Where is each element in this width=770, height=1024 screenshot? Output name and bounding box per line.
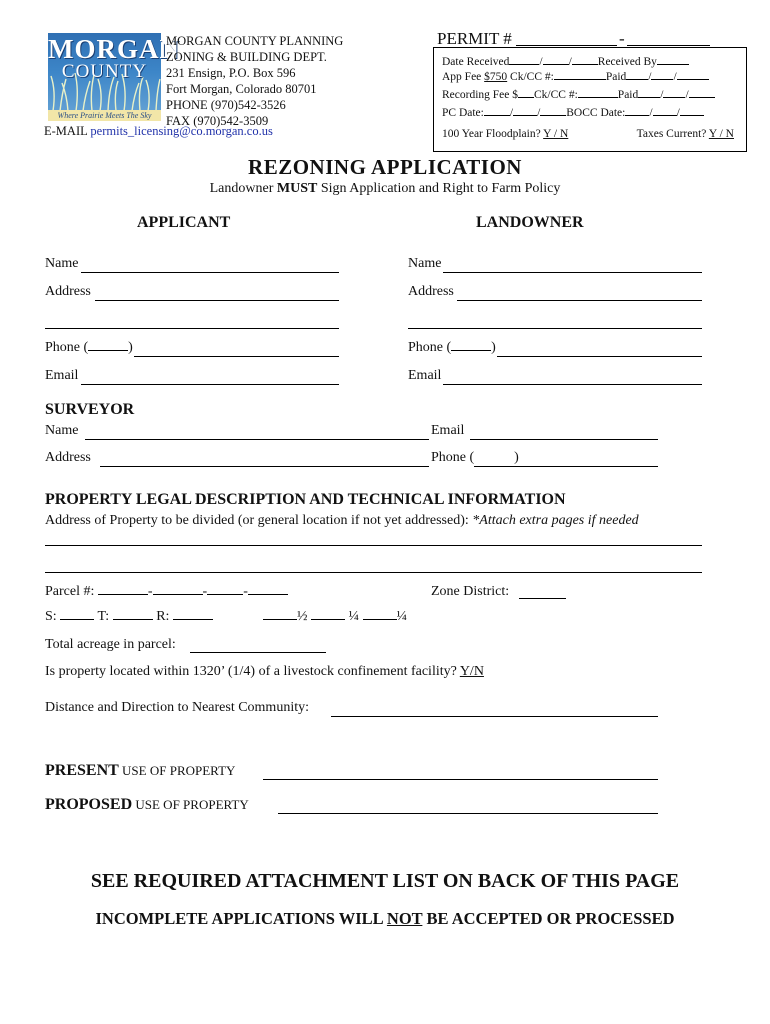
office-use-box	[433, 47, 747, 152]
dept-email-row	[44, 123, 273, 139]
app-fee-paid-m[interactable]	[626, 79, 648, 80]
row-recording-fee: Recording Fee $ Ck/CC #: Paid / /	[442, 89, 715, 101]
parcel-row: Parcel #: - - -	[45, 584, 288, 600]
proposed-use-field[interactable]	[278, 813, 658, 814]
landowner-address-line2[interactable]	[408, 328, 702, 329]
floodplain-yn[interactable]: Y / N	[543, 128, 569, 140]
recording-paid-y[interactable]	[689, 97, 715, 98]
parcel-part4[interactable]	[248, 594, 288, 595]
permit-number-field[interactable]	[516, 45, 617, 46]
landowner-area-code[interactable]	[451, 350, 491, 351]
dept-address: 231 Ensign, P.O. Box 596	[166, 66, 296, 80]
logo-tagline: Where Prairie Meets The Sky	[48, 110, 161, 121]
landowner-name-field[interactable]	[443, 272, 702, 273]
incomplete-notice: INCOMPLETE APPLICATIONS WILL NOT BE ACCEPTED OR PROCESSED	[95, 909, 675, 928]
recording-paid-m[interactable]	[638, 97, 660, 98]
date-received-field-3[interactable]	[572, 64, 598, 65]
applicant-name-label: Name	[45, 256, 79, 271]
half-field[interactable]	[263, 619, 297, 620]
surveyor-phone-label: Phone ( )	[431, 450, 519, 465]
email-link[interactable]: permits_licensing@co.morgan.co.us	[90, 124, 273, 138]
permit-suffix-field[interactable]	[627, 45, 710, 46]
surveyor-phone-field[interactable]	[474, 466, 658, 467]
landowner-name-label: Name	[408, 256, 442, 271]
distance-field[interactable]	[331, 716, 658, 717]
surveyor-address-label: Address	[45, 450, 91, 465]
proposed-use-label: PROPOSED USE OF PROPERTY	[45, 796, 249, 813]
applicant-address-field[interactable]	[95, 300, 339, 301]
landowner-heading: LANDOWNER	[476, 214, 584, 231]
permit-dash: -	[619, 29, 625, 48]
acreage-field[interactable]	[190, 652, 326, 653]
landowner-email-field[interactable]	[443, 384, 702, 385]
row-app-fee: App Fee $750 Ck/CC #: Paid / /	[442, 71, 709, 83]
taxes-yn[interactable]: Y / N	[708, 128, 734, 140]
landowner-address-label: Address	[408, 284, 454, 299]
logo-word-county: COUNTY	[61, 61, 148, 82]
livestock-yn[interactable]: Y/N	[459, 664, 484, 679]
dept-city: Fort Morgan, Colorado 80701	[166, 82, 317, 96]
fraction-row: ½ ¼ ¼	[263, 609, 407, 625]
landowner-phone-field[interactable]	[497, 356, 702, 357]
permit-number-label: PERMIT #	[437, 29, 512, 48]
pc-date-d[interactable]	[513, 115, 537, 116]
page-subtitle: Landowner MUST Sign Application and Right to Farm Policy	[209, 181, 561, 196]
applicant-phone-field[interactable]	[134, 356, 339, 357]
present-use-field[interactable]	[263, 779, 658, 780]
distance-label: Distance and Direction to Nearest Community:	[45, 700, 309, 715]
dept-line2: ZONING & BUILDING DEPT.	[166, 50, 327, 64]
bocc-date-d[interactable]	[653, 115, 677, 116]
surveyor-email-field[interactable]	[470, 439, 658, 440]
applicant-name-field[interactable]	[81, 272, 339, 273]
dept-info	[166, 33, 343, 129]
email-label: E-MAIL	[44, 124, 88, 138]
applicant-email-field[interactable]	[81, 384, 339, 385]
parcel-part1[interactable]	[98, 594, 148, 595]
dept-line1: MORGAN COUNTY PLANNING	[166, 34, 344, 48]
quarter2-field[interactable]	[363, 619, 397, 620]
parcel-part2[interactable]	[153, 594, 203, 595]
dept-fax: FAX (970)542-3509	[166, 114, 269, 128]
property-heading: PROPERTY LEGAL DESCRIPTION AND TECHNICAL INFORMATION	[45, 491, 566, 508]
recording-paid-d[interactable]	[663, 97, 685, 98]
row-date-received: Date Received / / Received By	[442, 56, 689, 68]
bocc-date-y[interactable]	[680, 115, 704, 116]
app-fee-paid-y[interactable]	[677, 79, 709, 80]
quarter1-field[interactable]	[311, 619, 345, 620]
attachment-notice: SEE REQUIRED ATTACHMENT LIST ON BACK OF THIS PAGE	[90, 870, 680, 892]
surveyor-address-field[interactable]	[100, 466, 429, 467]
pc-date-y[interactable]	[540, 115, 566, 116]
app-fee-paid-d[interactable]	[651, 79, 673, 80]
pc-date-m[interactable]	[484, 115, 510, 116]
county-logo	[48, 33, 180, 121]
zone-district-label: Zone District:	[431, 584, 510, 599]
row-dates: PC Date: / / BOCC Date: / /	[442, 107, 704, 119]
date-received-field-2[interactable]	[543, 64, 569, 65]
township-field[interactable]	[113, 619, 153, 620]
applicant-address-line2[interactable]	[45, 328, 339, 329]
app-fee-ck-field[interactable]	[554, 79, 606, 80]
applicant-phone-label: Phone ( )	[45, 340, 133, 355]
range-field[interactable]	[173, 619, 213, 620]
property-address-line1[interactable]	[45, 545, 702, 546]
applicant-email-label: Email	[45, 368, 79, 383]
page-title: REZONING APPLICATION	[248, 155, 522, 179]
surveyor-heading: SURVEYOR	[45, 401, 135, 418]
attach-pages-note: *Attach extra pages if needed	[472, 513, 639, 528]
recording-ck-field[interactable]	[578, 97, 618, 98]
app-fee-amount: $750	[484, 71, 508, 83]
surveyor-name-field[interactable]	[85, 439, 429, 440]
applicant-area-code[interactable]	[88, 350, 128, 351]
property-address-prompt: Address of Property to be divided (or general location if not yet addressed): *Attach extra pages if needed	[45, 513, 639, 528]
dept-phone: PHONE (970)542-3526	[166, 98, 286, 112]
received-by-field[interactable]	[657, 64, 689, 65]
surveyor-email-label: Email	[431, 423, 465, 438]
section-field[interactable]	[60, 619, 94, 620]
recording-fee-field[interactable]	[518, 97, 534, 98]
parcel-part3[interactable]	[207, 594, 243, 595]
zone-district-field[interactable]	[519, 598, 566, 599]
str-row: S: T: R:	[45, 609, 213, 625]
bocc-date-m[interactable]	[625, 115, 649, 116]
livestock-question: Is property located within 1320’ (1/4) of a livestock confinement facility? Y/N	[45, 664, 484, 679]
present-use-label: PRESENT USE OF PROPERTY	[45, 762, 236, 779]
surveyor-name-label: Name	[45, 423, 79, 438]
row-taxes: Taxes Current? Y / N	[636, 128, 734, 140]
logo-word-morgan: MORGAN	[48, 34, 180, 64]
row-floodplain: 100 Year Floodplain? Y / N	[442, 128, 569, 140]
applicant-address-label: Address	[45, 284, 91, 299]
landowner-phone-label: Phone ( )	[408, 340, 496, 355]
landowner-email-label: Email	[408, 368, 442, 383]
date-received-field[interactable]	[509, 64, 539, 65]
property-address-line2[interactable]	[45, 572, 702, 573]
acreage-label: Total acreage in parcel:	[45, 637, 176, 652]
applicant-heading: APPLICANT	[137, 214, 231, 231]
landowner-address-field[interactable]	[457, 300, 702, 301]
